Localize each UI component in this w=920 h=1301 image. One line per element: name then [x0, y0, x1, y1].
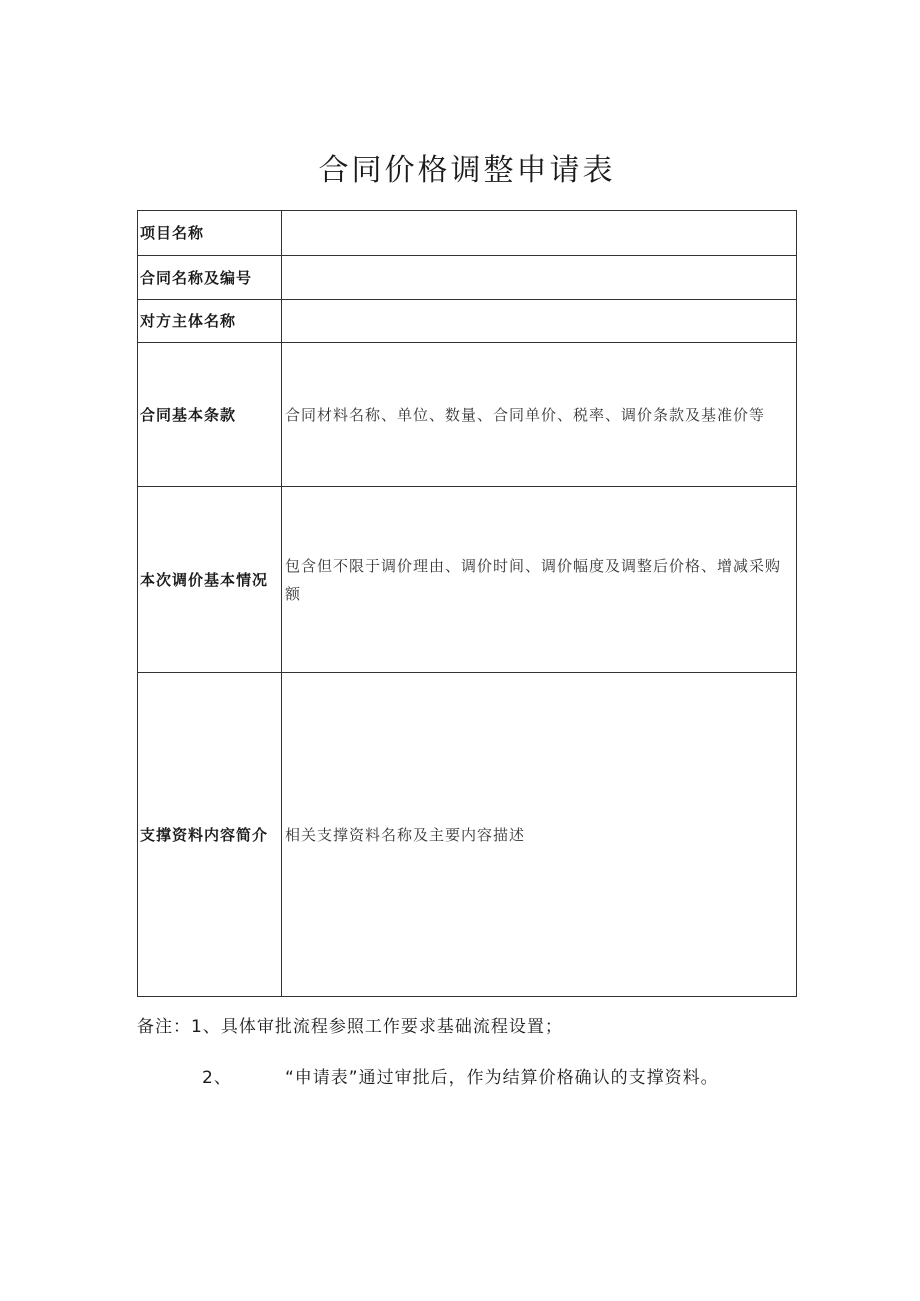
- remark-line-1: 备注：1、具体审批流程参照工作要求基础流程设置；: [137, 1017, 563, 1037]
- price-adjustment-field[interactable]: 包含但不限于调价理由、调价时间、调价幅度及调整后价格、增减采购额: [282, 487, 797, 673]
- form-row-counterparty-name: [138, 300, 797, 343]
- form-row-project-name: [138, 211, 797, 256]
- supporting-materials-label: 支撑资料内容简介: [138, 673, 282, 997]
- contract-name-number-label: 合同名称及编号: [138, 256, 282, 300]
- counterparty-name-label: 对方主体名称: [138, 300, 282, 343]
- price-adjustment-label: 本次调价基本情况: [138, 487, 282, 673]
- contract-name-number-field[interactable]: [282, 256, 797, 300]
- remark-line-2-number: 2、: [202, 1068, 232, 1088]
- form-row-supporting-materials: [138, 673, 797, 997]
- supporting-materials-field[interactable]: 相关支撑资料名称及主要内容描述: [282, 673, 797, 997]
- form-row-contract-terms: [138, 343, 797, 487]
- application-form-table: [137, 210, 797, 997]
- contract-terms-label: 合同基本条款: [138, 343, 282, 487]
- project-name-label: 项目名称: [138, 211, 282, 256]
- project-name-field[interactable]: [282, 211, 797, 256]
- counterparty-name-field[interactable]: [282, 300, 797, 343]
- form-title: 合同价格调整申请表: [318, 153, 616, 188]
- remark-line-2-text: “申请表”通过审批后，作为结算价格确认的支撑资料。: [285, 1068, 719, 1088]
- form-row-contract-name-number: [138, 256, 797, 300]
- contract-terms-field[interactable]: 合同材料名称、单位、数量、合同单价、税率、调价条款及基准价等: [282, 343, 797, 487]
- form-row-price-adjustment: [138, 487, 797, 673]
